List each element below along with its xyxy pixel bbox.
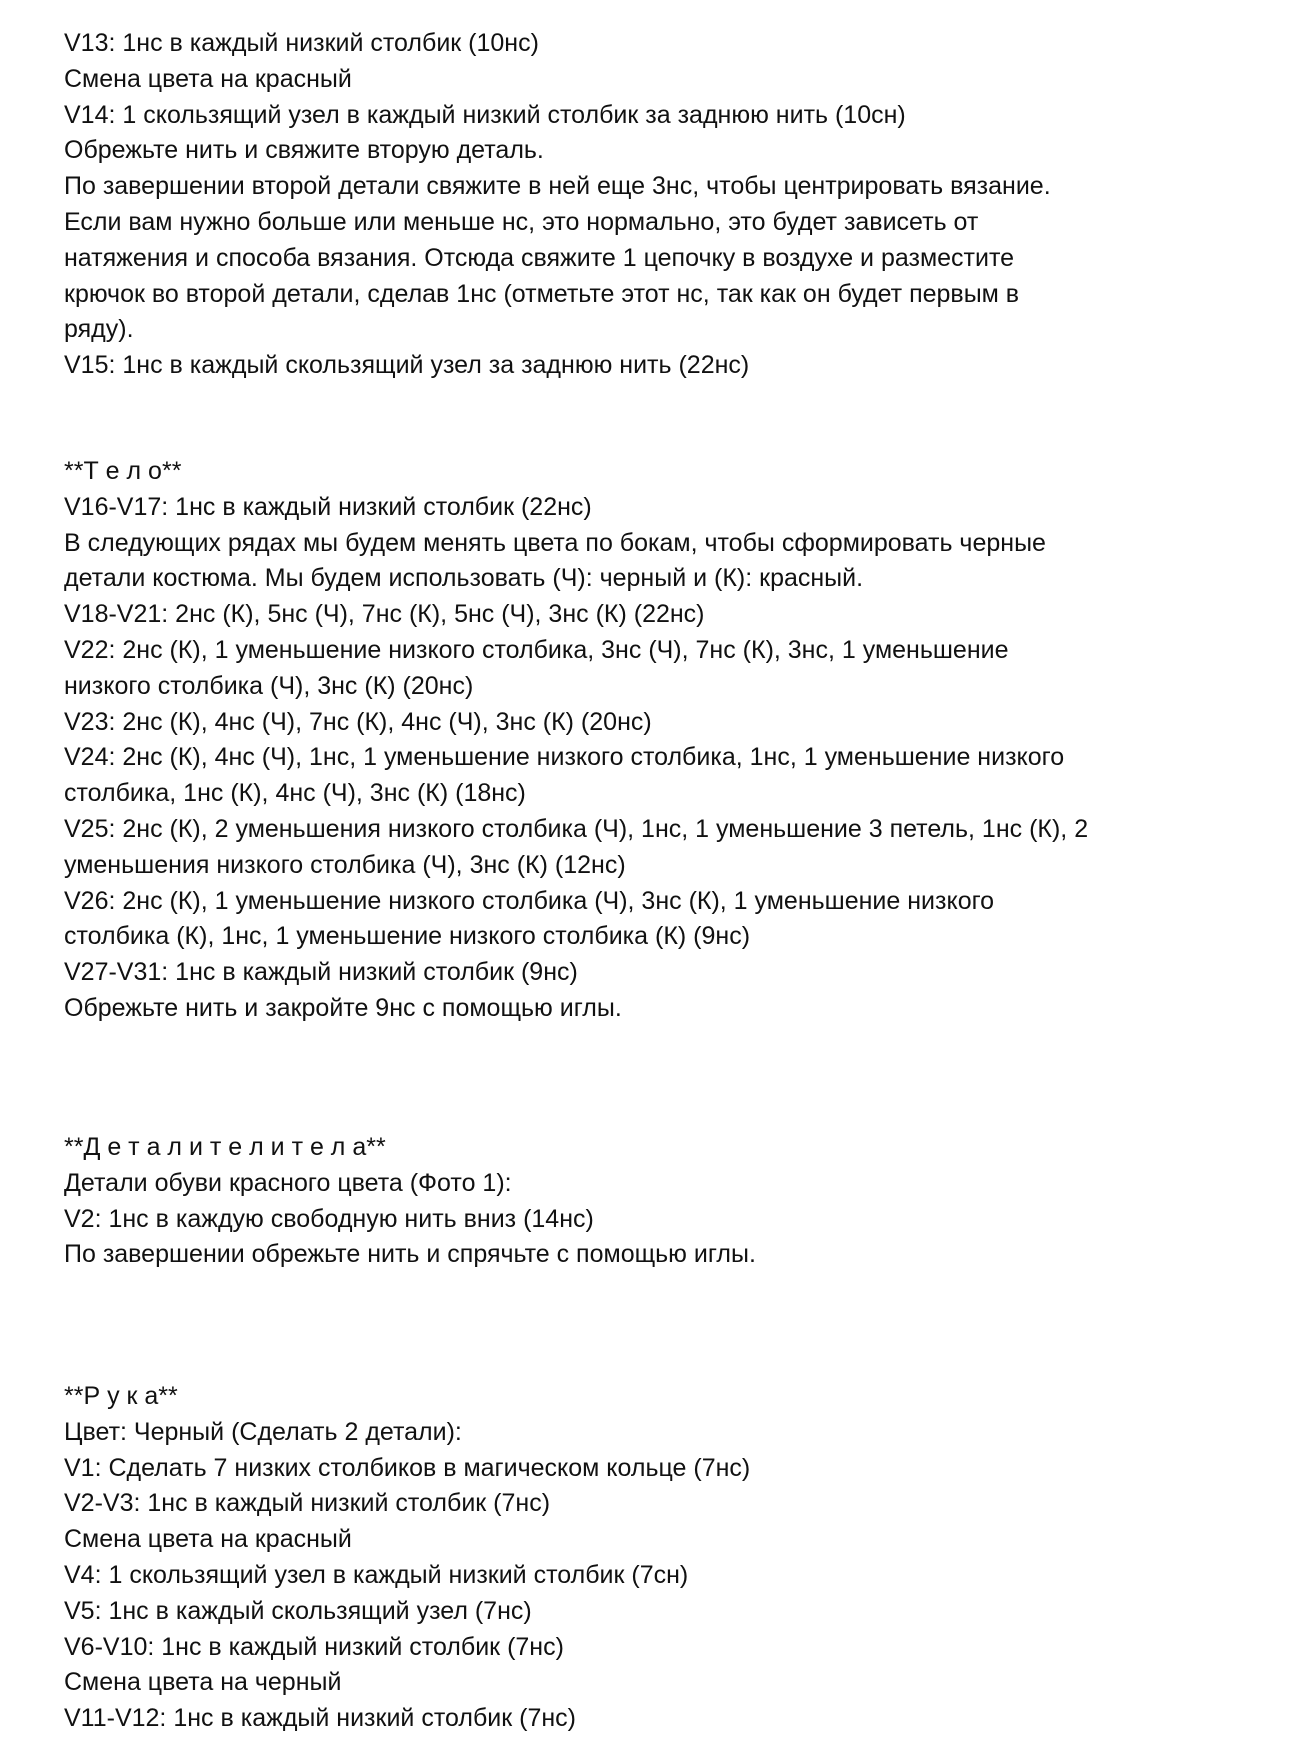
text-line: Обрежьте нить и свяжите вторую деталь. <box>64 136 544 165</box>
text-line: ряду). <box>64 315 134 344</box>
text-line: По завершении второй детали свяжите в ней еще 3нс, чтобы центрировать вязание. <box>64 172 1051 201</box>
text-line: Обрежьте нить и закройте 9нс с помощью иглы. <box>64 993 622 1022</box>
text-line: V4: 1 скользящий узел в каждый низкий столбик (7сн) <box>64 1560 689 1589</box>
text-line: V15: 1нс в каждый скользящий узел за заднюю нить (22нс) <box>64 351 750 380</box>
text-line: V2-V3: 1нс в каждый низкий столбик (7нс) <box>64 1489 551 1518</box>
text-line: V13: 1нс в каждый низкий столбик (10нс) <box>64 29 539 57</box>
text-line: V5: 1нс в каждый скользящий узел (7нс) <box>64 1596 532 1625</box>
text-line: столбика, 1нс (К), 4нс (Ч), 3нс (К) (18нс) <box>64 779 526 808</box>
text-line: V11-V12: 1нс в каждый низкий столбик (7нс) <box>64 1704 576 1733</box>
text-line: V24: 2нс (К), 4нс (Ч), 1нс, 1 уменьшение низкого столбика, 1нс, 1 уменьшение низкого <box>64 743 1065 772</box>
text-line: V1: Сделать 7 низких столбиков в магическом кольце (7нс) <box>64 1453 751 1482</box>
text-line: V6-V10: 1нс в каждый низкий столбик (7нс) <box>64 1632 564 1661</box>
text-line: крючок во второй детали, сделав 1нс (отметьте этот нс, так как он будет первым в <box>64 279 1020 308</box>
section-heading: **Д е т а л и т е л и т е л а** <box>64 1133 386 1161</box>
text-line: Смена цвета на красный <box>64 64 352 93</box>
text-line: V23: 2нс (К), 4нс (Ч), 7нс (К), 4нс (Ч), 3нс (К) (20нс) <box>64 707 652 736</box>
text-line: V25: 2нс (К), 2 уменьшения низкого столбика (Ч), 1нс, 1 уменьшение 3 петель, 1нс (К), 2 <box>64 814 1089 843</box>
text-line: Цвет: Черный (Сделать 2 детали): <box>64 1417 462 1446</box>
section-heading: **Т е л о** <box>64 457 182 485</box>
arm-section <box>64 1379 1264 1737</box>
text-line: V27-V31: 1нс в каждый низкий столбик (9нс) <box>64 958 578 987</box>
text-line: Смена цвета на черный <box>64 1668 342 1697</box>
text-line: детали костюма. Мы будем использовать (Ч): черный и (К): красный. <box>64 564 864 593</box>
section-heading: **Р у к а** <box>64 1382 178 1410</box>
text-line: уменьшения низкого столбика (Ч), 3нс (К) (12нс) <box>64 850 626 879</box>
text-line: Смена цвета на красный <box>64 1525 352 1554</box>
text-line: натяжения и способа вязания. Отсюда свяжите 1 цепочку в воздухе и разместите <box>64 243 1015 272</box>
intro-instructions-section <box>64 26 1264 384</box>
text-line: V16-V17: 1нс в каждый низкий столбик (22нс) <box>64 492 592 521</box>
text-line: Если вам нужно больше или меньше нс, это нормально, это будет зависеть от <box>64 207 979 236</box>
body-parts-section <box>64 1130 1264 1273</box>
text-line: V22: 2нс (К), 1 уменьшение низкого столбика, 3нс (Ч), 7нс (К), 3нс, 1 уменьшение <box>64 635 1009 664</box>
body-section <box>64 454 1264 1027</box>
text-line: По завершении обрежьте нить и спрячьте с помощью иглы. <box>64 1240 756 1269</box>
text-line: V2: 1нс в каждую свободную нить вниз (14нс) <box>64 1204 594 1233</box>
text-line: низкого столбика (Ч), 3нс (К) (20нс) <box>64 671 474 700</box>
text-line: V14: 1 скользящий узел в каждый низкий столбик за заднюю нить (10сн) <box>64 100 906 129</box>
text-line: В следующих рядах мы будем менять цвета по бокам, чтобы сформировать черные <box>64 528 1046 557</box>
text-line: Детали обуви красного цвета (Фото 1): <box>64 1168 512 1197</box>
text-line: V18-V21: 2нс (К), 5нс (Ч), 7нс (К), 5нс (Ч), 3нс (К) (22нс) <box>64 600 705 629</box>
text-line: столбика (К), 1нс, 1 уменьшение низкого столбика (К) (9нс) <box>64 922 751 951</box>
text-line: V26: 2нс (К), 1 уменьшение низкого столбика (Ч), 3нс (К), 1 уменьшение низкого <box>64 886 995 915</box>
